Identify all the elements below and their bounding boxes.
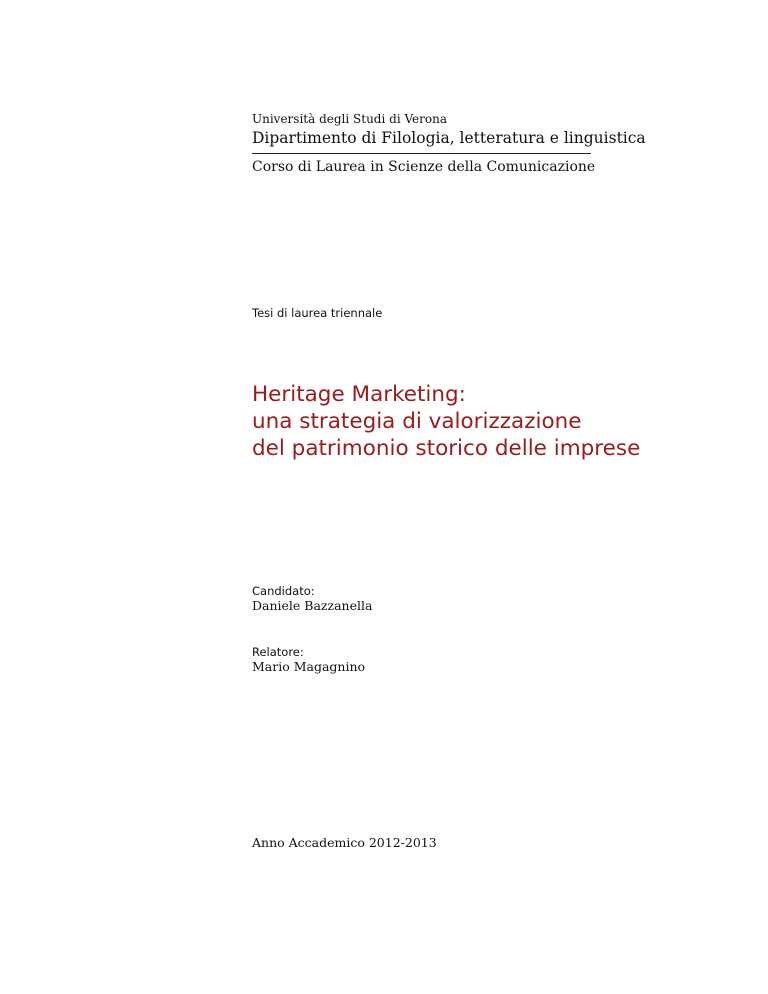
supervisor-block: [252, 645, 365, 674]
title-line-3: del patrimonio storico delle imprese: [252, 436, 641, 461]
candidate-block: [252, 584, 372, 613]
title-line-2: una strategia di valorizzazione: [252, 409, 582, 434]
header-divider: [252, 153, 591, 154]
thesis-type: Tesi di laurea triennale: [252, 306, 383, 320]
degree-course: Corso di Laurea in Scienze della Comunicazione: [252, 159, 596, 175]
thesis-title: [252, 381, 640, 462]
candidate-label: Candidato:: [252, 584, 315, 598]
university-name: Università degli Studi di Verona: [252, 112, 447, 126]
candidate-name: Daniele Bazzanella: [252, 598, 373, 613]
supervisor-label: Relatore:: [252, 645, 304, 659]
title-line-1: Heritage Marketing:: [252, 382, 466, 407]
academic-year: Anno Accademico 2012-2013: [252, 835, 437, 850]
supervisor-name: Mario Magagnino: [252, 659, 366, 674]
title-page-header: [252, 112, 646, 176]
department-name: Dipartimento di Filologia, letteratura e linguistica: [252, 129, 646, 147]
